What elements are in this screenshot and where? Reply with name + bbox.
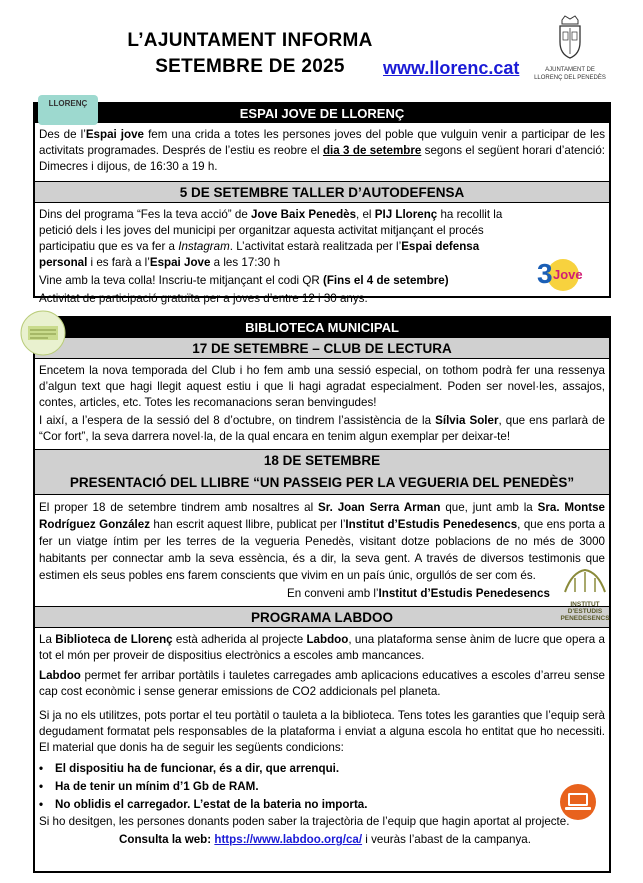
labdoo-text-4: Si ho desitgen, les persones donants poden saber la trajectòria de l’equip que hagin aportat al projecte. bbox=[39, 815, 570, 828]
list-item: • Ha de tenir un mínim d’1 Gb de RAM. bbox=[35, 778, 609, 796]
presentacio-text: El proper 18 de setembre tindrem amb nosaltres al Sr. Joan Serra Arman que, junt amb la Sra. Montse Rodríguez González han escrit aquest llibre, publicat per l’Institut d’Estudis Penedesencs, que ens porta a fer un viatge íntim per les terres de la vegueria Penedès, visitant dotze poblacions de no més de 3000 habitants per connectar amb la seva essència, és a dir, la seva gent. A través de diversos testimonis que estimen els seus pobles ens farem conscients que vivim en un país únic, orgullós de ser com és. bbox=[39, 501, 605, 582]
presentacio-band: 18 DE SETEMBRE PRESENTACIÓ DEL LLIBRE “UN PASSEIG PER LA VEGUERIA DEL PENEDÈS” bbox=[35, 449, 609, 495]
espai-jove-intro: Des de l’Espai jove fem una crida a totes les persones joves del poble que vulguin venir a participar de les activitats programades. Després de l’estiu es reobre el dia 3 de setembre segons el següent horari d’atenció: Dimecres i dijous, de 16:30 a 19 h. bbox=[39, 128, 606, 173]
biblioteca-logo-icon bbox=[18, 308, 68, 358]
page-title: L’AJUNTAMENT INFORMA bbox=[127, 30, 373, 51]
autodefensa-text: Dins del programa “Fes la teva acció” de Jove Baix Penedès, el PIJ Llorenç ha recollit la petició dels i les joves del municipi per organitzar aquesta activitat mitjançant el procés participatiu que es va fer a Instagram. L’activitat estarà realitzada per l’Espai defensa personal i es farà a l’Espai Jove a les 17:30 h bbox=[39, 208, 503, 269]
club-lectura-band: 17 DE SETEMBRE – CLUB DE LECTURA bbox=[35, 337, 609, 359]
crest-caption: AJUNTAMENT DE LLORENÇ DEL PENEDÈS bbox=[534, 67, 606, 81]
institut-estudis-logo: INSTITUT D'ESTUDIS PENEDESENCS bbox=[560, 566, 610, 618]
institut-estudis-icon bbox=[560, 566, 610, 596]
club-lectura-text-2: I així, a l’espera de la sessió del 8 d’octubre, on tindrem l’assistència de la Sílvia Soler, que ens parlarà de “Cor fort”, la seva darrera novel·la, de la qual encara en tenim algun exemplar per deixar-te! bbox=[39, 414, 605, 443]
autodefensa-signup: Vine amb la teva colla! Inscriu-te mitjançant el codi QR (Fins el 4 de setembre) bbox=[39, 274, 449, 287]
espai-jove-section bbox=[33, 102, 611, 305]
presentacio-conveni: En conveni amb l’Institut d’Estudis Penedesencs bbox=[287, 587, 550, 600]
espai-jove-logo: LLORENÇ bbox=[38, 95, 98, 125]
labdoo-text-1: La Biblioteca de Llorenç està adherida al projecte Labdoo, una plataforma sense ànim de lucre que opera a tot el món per proveir de dispositius electrònics a escoles amb mancances. bbox=[39, 633, 605, 662]
autodefensa-audience: Activitat de participació gratuïta per a joves d’entre 12 i 30 anys. bbox=[39, 292, 368, 305]
municipal-crest-icon bbox=[545, 12, 595, 62]
labdoo-conditions-list bbox=[35, 758, 609, 814]
list-item: • El dispositiu ha de funcionar, és a dir, que arrenqui. bbox=[35, 760, 609, 778]
labdoo-band: PROGRAMA LABDOO bbox=[35, 606, 609, 628]
page-subtitle: SETEMBRE DE 2025 bbox=[155, 56, 345, 77]
labdoo-link[interactable]: https://www.labdoo.org/ca/ bbox=[214, 833, 363, 846]
espai-jove-band: ESPAI JOVE DE LLORENÇ bbox=[35, 104, 609, 123]
club-lectura-text-1: Encetem la nova temporada del Club i ho fem amb una sessió especial, on tothom podrà fer una ressenya d’algun text que hagi llegit aquest estiu i que li hagi agradat especialment. Poden ser novel·les, assajos, contes, articles, etc. Totes les recomanacions seran benvingudes! bbox=[39, 364, 605, 409]
labdoo-laptop-icon bbox=[558, 782, 598, 822]
autodefensa-band: 5 DE SETEMBRE TALLER D’AUTODEFENSA bbox=[35, 181, 609, 203]
3jove-logo-icon bbox=[533, 253, 591, 293]
list-item: • No oblidis el carregador. L’estat de la bateria no importa. bbox=[35, 796, 609, 814]
labdoo-text-3: Si ja no els utilitzes, pots portar el teu portàtil o tauleta a la biblioteca. Tens totes les garanties que l’equip serà degudament formatat pels responsables de la plataforma i enviat a alguna escola ho entitat que ho necessiti. El material que donis ha de seguir les següents condicions: bbox=[39, 709, 605, 754]
labdoo-web-line: Consulta la web: https://www.labdoo.org/ca/ i veuràs l’abast de la campanya. bbox=[119, 833, 531, 846]
svg-text:Jove: Jove bbox=[553, 267, 583, 282]
biblioteca-band: BIBLIOTECA MUNICIPAL bbox=[35, 318, 609, 337]
biblioteca-section bbox=[33, 316, 611, 873]
svg-text:3: 3 bbox=[537, 258, 553, 289]
labdoo-text-2: Labdoo permet fer arribar portàtils i tauletes carregades amb aplicacions educatives a escoles d’arreu sense cap cost econòmic i sense generar emissions de CO2 addicionals pel planeta. bbox=[39, 669, 605, 698]
website-link[interactable]: www.llorenc.cat bbox=[383, 58, 520, 78]
